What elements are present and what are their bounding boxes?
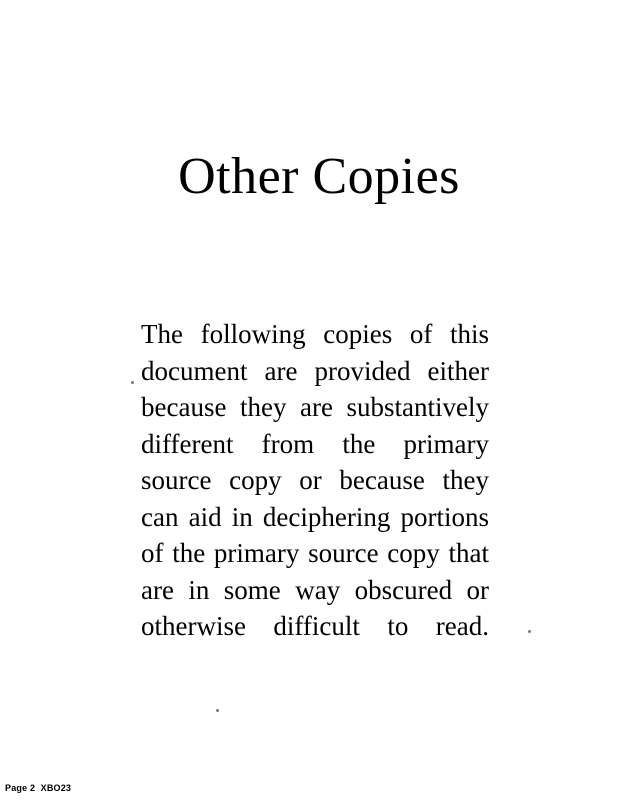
body-text-block bbox=[141, 316, 489, 681]
page-title: Other Copies bbox=[178, 147, 460, 205]
page-footer-label: Page 2 XBO23 bbox=[5, 783, 72, 793]
scan-artifact-dot bbox=[216, 709, 219, 712]
body-paragraph: The following copies of this document are provided either because they are substantively different from the primary source copy or because they can aid in deciphering portions of the primary source copy that are in some way obscured or otherwise difficult to read. bbox=[141, 319, 489, 641]
scan-artifact-dot bbox=[528, 630, 531, 633]
scan-artifact-dot bbox=[131, 381, 134, 384]
